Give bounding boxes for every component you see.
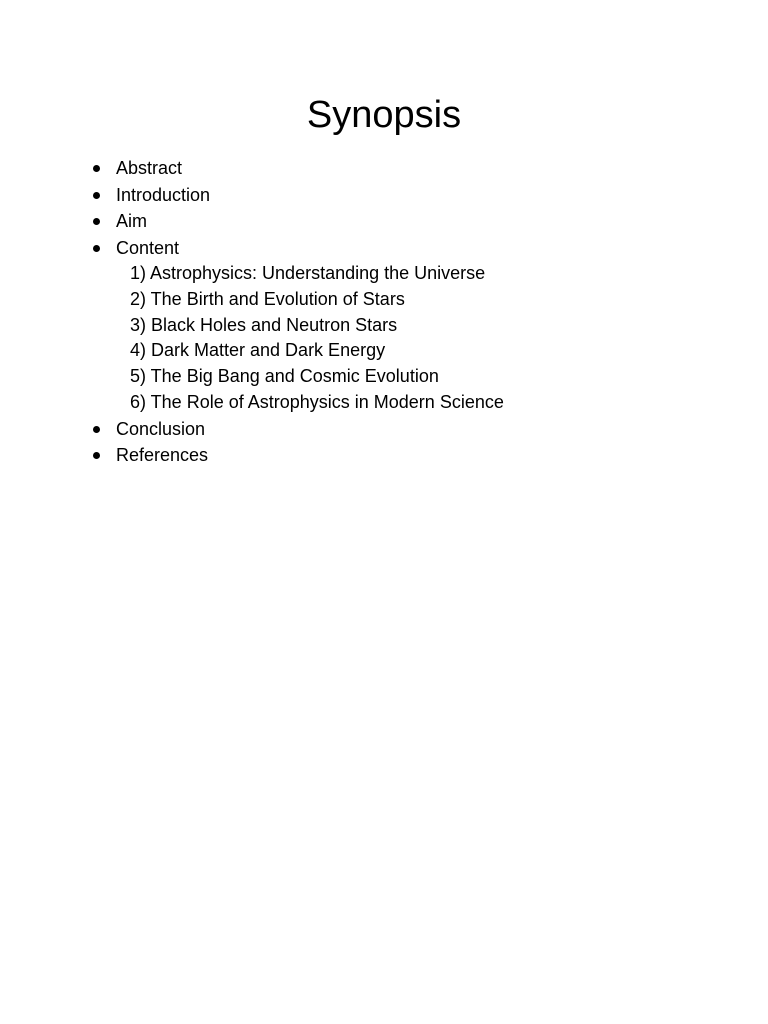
bullet-icon bbox=[93, 245, 100, 252]
list-item-aim bbox=[90, 208, 504, 235]
bullet-icon bbox=[93, 452, 100, 459]
list-item-label: Introduction bbox=[116, 184, 211, 205]
list-item-label: Abstract bbox=[116, 158, 183, 178]
list-item-introduction bbox=[90, 182, 504, 209]
bullet-icon bbox=[93, 426, 100, 433]
bullet-icon bbox=[93, 165, 100, 172]
list-item-content bbox=[90, 235, 504, 262]
content-subsection-item: 3) Black Holes and Neutron Stars bbox=[130, 314, 398, 335]
content-subsection-item: 6) The Role of Astrophysics in Modern Science bbox=[130, 391, 504, 412]
list-item-conclusion bbox=[90, 416, 504, 443]
content-subsection-group bbox=[90, 261, 504, 416]
content-subsection-item: 2) The Birth and Evolution of Stars bbox=[130, 288, 405, 309]
content-subsection-item: 4) Dark Matter and Dark Energy bbox=[130, 340, 386, 361]
bullet-icon bbox=[93, 218, 100, 225]
list-item-references bbox=[90, 442, 504, 469]
content-subsection-item: 5) The Big Bang and Cosmic Evolution bbox=[130, 366, 439, 387]
synopsis-outline bbox=[90, 155, 504, 469]
list-item-label: Conclusion bbox=[116, 418, 206, 439]
list-item-label: Content bbox=[116, 237, 180, 258]
bullet-icon bbox=[93, 192, 100, 199]
list-item-label: References bbox=[116, 445, 209, 466]
list-item-label: Aim bbox=[116, 211, 147, 231]
list-item-abstract bbox=[90, 155, 504, 182]
content-subsection-item: 1) Astrophysics: Understanding the Universe bbox=[130, 263, 486, 283]
page-title: Synopsis bbox=[306, 94, 462, 136]
content-subsection-list bbox=[90, 261, 504, 416]
